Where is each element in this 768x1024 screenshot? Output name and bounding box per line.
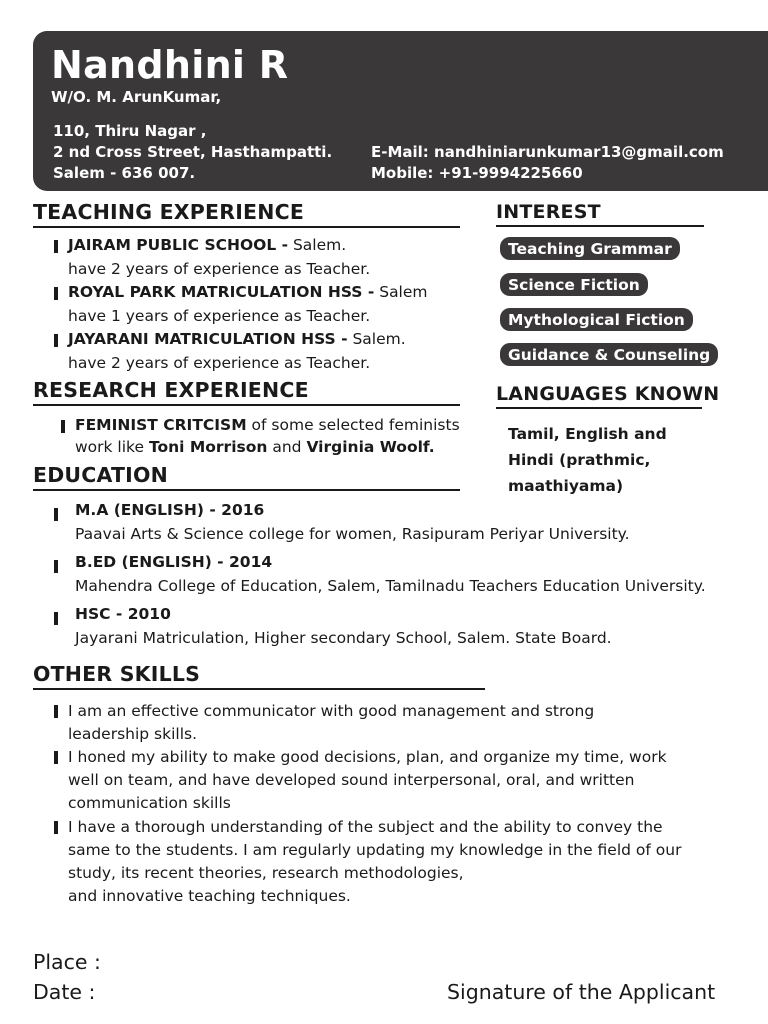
- language-line: Hindi (prathmic,: [508, 451, 651, 469]
- address-line: Salem - 636 007.: [53, 164, 196, 182]
- school-name: JAYARANI MATRICULATION HSS -: [68, 330, 348, 348]
- interest-divider: [496, 225, 704, 227]
- bullet-marker: [54, 612, 58, 625]
- bullet-marker: [54, 334, 58, 347]
- research-item: [75, 415, 460, 435]
- bullet-marker: [61, 420, 65, 433]
- school-place: Salem.: [347, 330, 406, 348]
- institution-line: Mahendra College of Education, Salem, Tamilnadu Teachers Education University.: [75, 577, 706, 595]
- author-name: Virginia Woolf.: [306, 438, 435, 456]
- skill-line: I have a thorough understanding of the subject and the ability to convey the: [68, 818, 663, 836]
- interest-tag: Mythological Fiction: [500, 308, 693, 331]
- applicant-name: Nandhini R: [51, 43, 289, 87]
- research-text: work like: [75, 438, 149, 456]
- email-line: E-Mail: nandhiniarunkumar13@gmail.com: [371, 143, 724, 161]
- languages-list: [508, 421, 708, 499]
- research-text: of some selected feminists: [246, 416, 460, 434]
- school-name: ROYAL PARK MATRICULATION HSS -: [68, 283, 375, 301]
- education-divider: [33, 489, 460, 491]
- bullet-marker: [54, 240, 58, 253]
- teaching-item: [68, 329, 406, 349]
- bullet-marker: [54, 508, 58, 521]
- research-item-detail: [75, 437, 435, 457]
- school-place: Salem.: [288, 236, 347, 254]
- research-topic: FEMINIST CRITCISM: [75, 416, 247, 434]
- research-section-title: RESEARCH EXPERIENCE: [33, 378, 309, 402]
- mobile-line: Mobile: +91-9994225660: [371, 164, 583, 182]
- skill-line: study, its recent theories, research methodologies,: [68, 864, 464, 882]
- bullet-marker: [54, 705, 58, 718]
- address-line: 2 nd Cross Street, Hasthampatti.: [53, 143, 333, 161]
- place-label: Place :: [33, 950, 101, 974]
- address-line: 110, Thiru Nagar ,: [53, 122, 207, 140]
- institution-line: Paavai Arts & Science college for women, Rasipuram Periyar University.: [75, 525, 630, 543]
- interest-tag: Science Fiction: [500, 273, 648, 296]
- teaching-section-title: TEACHING EXPERIENCE: [33, 200, 305, 224]
- teaching-item-detail: have 2 years of experience as Teacher.: [68, 354, 371, 372]
- address-block: [53, 121, 332, 184]
- date-label: Date :: [33, 980, 96, 1004]
- degree-title: HSC - 2010: [75, 605, 171, 623]
- languages-divider: [496, 407, 702, 409]
- signature-label: Signature of the Applicant: [447, 980, 716, 1004]
- teaching-divider: [33, 226, 460, 228]
- bullet-marker: [54, 821, 58, 834]
- teaching-item: [68, 235, 346, 255]
- bullet-marker: [54, 287, 58, 300]
- research-divider: [33, 404, 460, 406]
- teaching-item-detail: have 2 years of experience as Teacher.: [68, 260, 371, 278]
- education-section-title: EDUCATION: [33, 463, 168, 487]
- header-banner: [33, 31, 768, 191]
- skill-item: [68, 700, 594, 746]
- research-text: and: [267, 438, 307, 456]
- skills-divider: [33, 688, 485, 690]
- interest-tag: Guidance & Counseling: [500, 343, 718, 366]
- bullet-marker: [54, 751, 58, 764]
- degree-title: M.A (ENGLISH) - 2016: [75, 501, 265, 519]
- institution-line: Jayarani Matriculation, Higher secondary School, Salem. State Board.: [75, 629, 612, 647]
- author-name: Toni Morrison: [148, 438, 268, 456]
- skills-section-title: OTHER SKILLS: [33, 662, 201, 686]
- interest-tag: Teaching Grammar: [500, 237, 680, 260]
- language-line: Tamil, English and: [508, 425, 667, 443]
- languages-section-title: LANGUAGES KNOWN: [496, 383, 720, 405]
- school-place: Salem: [374, 283, 428, 301]
- skill-line: I honed my ability to make good decisions, plan, and organize my time, work: [68, 748, 667, 766]
- bullet-marker: [54, 560, 58, 573]
- interest-section-title: INTEREST: [496, 201, 601, 223]
- language-line: maathiyama): [508, 477, 624, 495]
- contact-block: [371, 142, 724, 184]
- skill-item: [68, 816, 681, 908]
- school-name: JAIRAM PUBLIC SCHOOL -: [68, 236, 289, 254]
- skill-line: I am an effective communicator with good management and strong: [68, 702, 595, 720]
- teaching-item: [68, 282, 428, 302]
- skill-line: and innovative teaching techniques.: [68, 887, 351, 905]
- skill-item: [68, 746, 667, 815]
- degree-title: B.ED (ENGLISH) - 2014: [75, 553, 273, 571]
- skill-line: well on team, and have developed sound interpersonal, oral, and written: [68, 771, 635, 789]
- skill-line: communication skills: [68, 794, 231, 812]
- skill-line: leadership skills.: [68, 725, 198, 743]
- relation-line: W/O. M. ArunKumar,: [51, 88, 222, 106]
- skill-line: same to the students. I am regularly updating my knowledge in the field of our: [68, 841, 682, 859]
- teaching-item-detail: have 1 years of experience as Teacher.: [68, 307, 371, 325]
